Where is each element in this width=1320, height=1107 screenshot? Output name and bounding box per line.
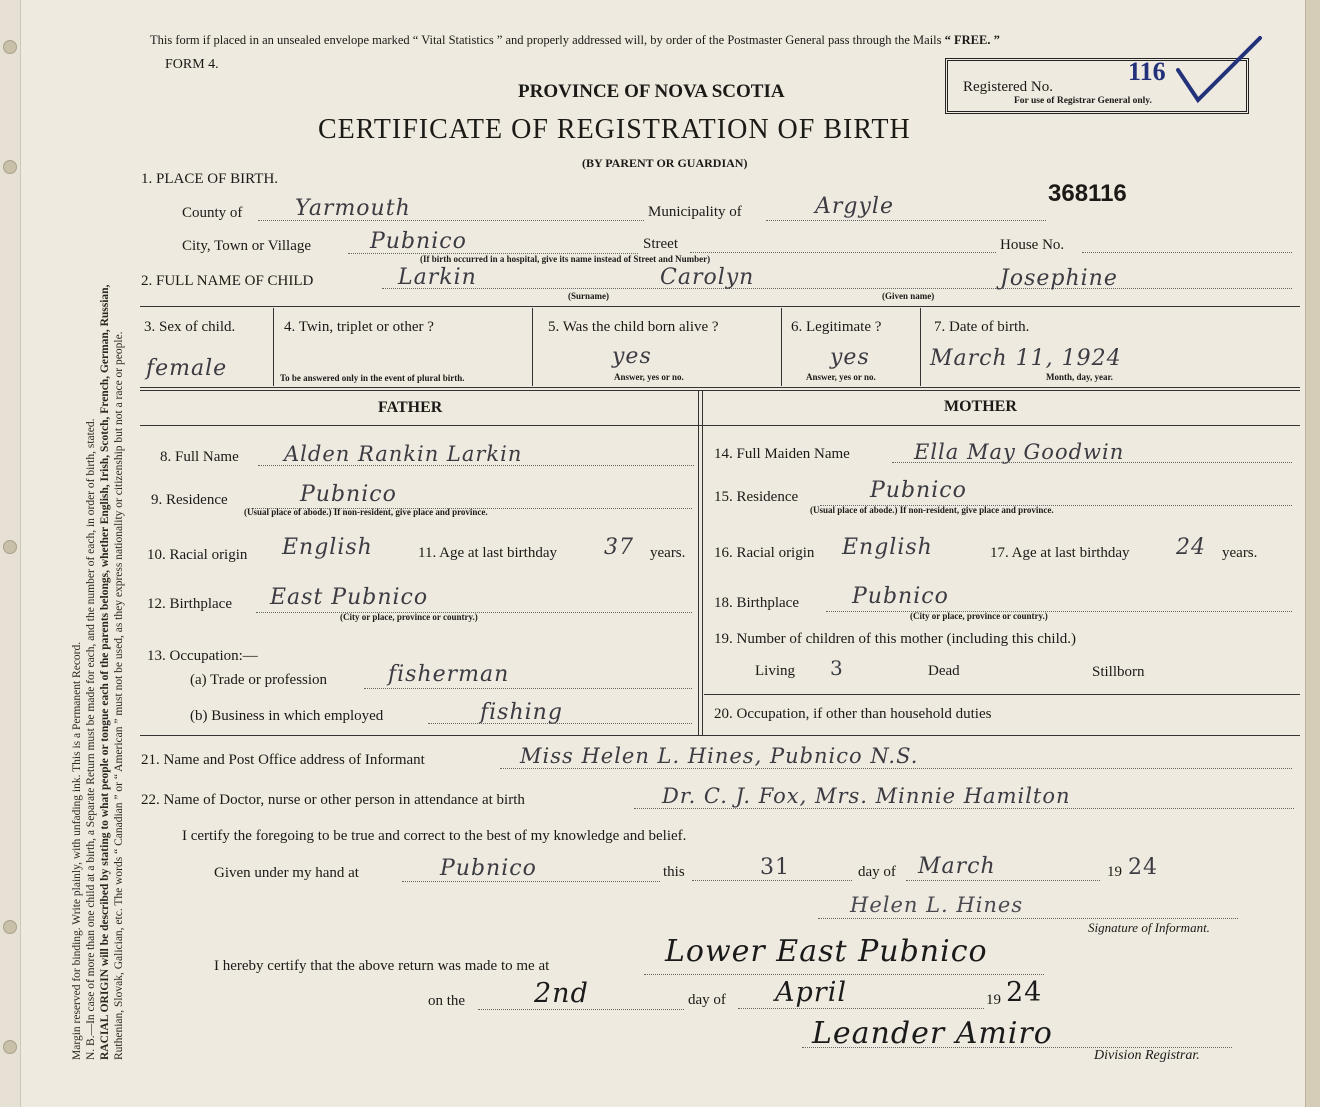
registrar-place-value: Lower East Pubnico <box>665 934 988 969</box>
punch-hole <box>3 160 17 174</box>
given-place-line <box>402 881 660 882</box>
province-heading: PROVINCE OF NOVA SCOTIA <box>518 81 785 102</box>
page-title: CERTIFICATE OF REGISTRATION OF BIRTH <box>318 114 911 145</box>
registrar-month-value: April <box>775 977 847 1008</box>
father-heading: FATHER <box>378 399 443 416</box>
given-place-value: Pubnico <box>440 856 537 881</box>
certificate-number: 368116 <box>1048 180 1127 207</box>
mother-name-label: 14. Full Maiden Name <box>714 446 850 462</box>
registrar-day-value: 2nd <box>534 978 589 1009</box>
father-birthplace-note: (City or place, province or country.) <box>340 612 478 622</box>
divider <box>140 425 1300 426</box>
father-occupation-label: 13. Occupation:— <box>147 648 258 664</box>
punch-hole <box>3 40 17 54</box>
alive-note: Answer, yes or no. <box>614 372 684 382</box>
month-line <box>906 880 1100 881</box>
registrar-signature: Leander Amiro <box>812 1016 1053 1051</box>
registrar-year-value: 24 <box>1006 977 1043 1008</box>
municipality-line <box>766 220 1046 221</box>
margin-notes <box>70 20 126 1060</box>
child-name-line <box>382 288 1292 289</box>
hospital-note: (If birth occurred in a hospital, give its name instead of Street and Number) <box>420 254 711 264</box>
municipality-value: Argyle <box>815 194 894 219</box>
page-subtitle: (BY PARENT OR GUARDIAN) <box>582 156 748 170</box>
doctor-value: Dr. C. J. Fox, Mrs. Minnie Hamilton <box>662 784 1071 808</box>
given-year-value: 24 <box>1128 855 1158 880</box>
mail-notice: This form if placed in an unsealed envelope marked “ Vital Statistics ” and properly addressed will, by order of the Postmaster General pass through the Mails “ FREE. ” <box>150 33 1000 47</box>
given-day-value: 31 <box>760 855 790 880</box>
signature-line <box>818 918 1238 919</box>
municipality-label: Municipality of <box>648 204 742 220</box>
alive-value: yes <box>612 344 652 369</box>
mother-birthplace-value: Pubnico <box>852 584 949 609</box>
registrar-day-of-label: day of <box>688 992 726 1008</box>
mother-name-value: Ella May Goodwin <box>914 440 1125 464</box>
father-residence-label: 9. Residence <box>151 492 228 508</box>
father-trade-value: fisherman <box>388 662 510 687</box>
divider <box>140 390 1300 391</box>
check-mark-icon <box>1170 32 1270 112</box>
street-label: Street <box>643 236 678 252</box>
binding-strip <box>0 0 21 1107</box>
child-middle-name: Carolyn <box>660 265 755 290</box>
sex-label: 3. Sex of child. <box>144 319 236 335</box>
legitimate-label: 6. Legitimate ? <box>791 319 882 335</box>
father-birthplace-value: East Pubnico <box>270 585 429 610</box>
registrar-year-prefix: 19 <box>986 992 1001 1008</box>
margin-note-1: Margin reserved for binding. Write plainly, with unfading ink. This is a Permanent Record. <box>71 641 83 1060</box>
form-number: FORM 4. <box>165 57 219 72</box>
child-given-name: Josephine <box>1000 266 1118 291</box>
living-value: 3 <box>830 656 844 680</box>
father-birthplace-label: 12. Birthplace <box>147 596 232 612</box>
mother-residence-value: Pubnico <box>870 478 967 503</box>
registered-note: For use of Registrar General only. <box>1014 96 1152 106</box>
mother-age-value: 24 <box>1176 535 1206 560</box>
registrar-title: Division Registrar. <box>1094 1048 1200 1063</box>
father-name-label: 8. Full Name <box>160 449 239 465</box>
mother-age-unit: years. <box>1222 545 1258 561</box>
doctor-line <box>634 808 1294 809</box>
house-line <box>1082 252 1292 253</box>
mother-race-value: English <box>842 535 933 560</box>
punch-hole <box>3 920 17 934</box>
registrar-place-line <box>644 974 1044 975</box>
punch-hole <box>3 540 17 554</box>
divider <box>140 387 1300 388</box>
mother-children-label: 19. Number of children of this mother (including this child.) <box>714 631 1077 647</box>
mother-occupation-label: 20. Occupation, if other than household duties <box>714 706 992 722</box>
informant-value: Miss Helen L. Hines, Pubnico N.S. <box>520 744 919 768</box>
mother-heading: MOTHER <box>944 398 1017 415</box>
county-value: Yarmouth <box>295 196 411 221</box>
informant-label: 21. Name and Post Office address of Informant <box>141 752 425 768</box>
margin-note-3: RACIAL ORIGIN will be described by stating to what people or tongue each of the parents belongs, whether English, Irish, Scotch, French, German, Russian, <box>99 284 111 1060</box>
registered-value: 116 <box>1128 57 1166 86</box>
father-race-value: English <box>282 535 373 560</box>
doctor-label: 22. Name of Doctor, nurse or other person in attendance at birth <box>141 792 525 808</box>
mother-birthplace-note: (City or place, province or country.) <box>910 611 1048 621</box>
child-name-label: 2. FULL NAME OF CHILD <box>141 273 314 289</box>
center-divider <box>702 390 703 735</box>
place-of-birth-label: 1. PLACE OF BIRTH. <box>141 171 279 187</box>
divider <box>140 306 1300 307</box>
signature-label: Signature of Informant. <box>1088 920 1210 935</box>
father-age-unit: years. <box>650 545 686 561</box>
street-line <box>690 252 996 253</box>
father-business-value: fishing <box>480 700 563 725</box>
dob-label: 7. Date of birth. <box>934 319 1030 335</box>
stillborn-label: Stillborn <box>1092 664 1145 680</box>
divider <box>781 308 782 386</box>
registrar-day-line <box>478 1009 684 1010</box>
father-residence-value: Pubnico <box>300 482 397 507</box>
father-trade-label: (a) Trade or profession <box>190 672 328 688</box>
surname-note: (Surname) <box>568 291 609 301</box>
mother-birthplace-label: 18. Birthplace <box>714 595 799 611</box>
dead-label: Dead <box>928 663 960 679</box>
divider <box>532 308 533 386</box>
mother-birthplace-line <box>826 611 1292 612</box>
house-label: House No. <box>1000 237 1065 253</box>
certify-text: I certify the foregoing to be true and correct to the best of my knowledge and belief. <box>182 828 687 844</box>
father-age-value: 37 <box>604 535 634 560</box>
informant-signature: Helen L. Hines <box>850 893 1024 917</box>
living-label: Living <box>755 663 795 679</box>
center-divider <box>698 390 699 735</box>
divider <box>273 308 274 386</box>
divider <box>704 694 1300 695</box>
registrar-month-line <box>738 1008 984 1009</box>
twin-note: To be answered only in the event of plural birth. <box>280 373 465 383</box>
day-of-label: day of <box>858 864 896 880</box>
father-business-label: (b) Business in which employed <box>190 708 384 724</box>
child-surname: Larkin <box>398 265 477 290</box>
city-label: City, Town or Village <box>182 238 312 254</box>
legitimate-value: yes <box>830 345 870 370</box>
registered-label: Registered No. <box>963 79 1053 95</box>
margin-note-2: N. B.—In case of more than one child at a birth, a Separate Return must be made for each, and the number of each, in order of birth, stated. <box>85 418 97 1060</box>
father-name-value: Alden Rankin Larkin <box>284 442 523 466</box>
divider <box>140 735 1300 736</box>
dob-note: Month, day, year. <box>1046 372 1113 382</box>
city-value: Pubnico <box>370 229 467 254</box>
dob-value: March 11, 1924 <box>930 346 1122 371</box>
page-edge <box>1305 0 1320 1107</box>
father-race-label: 10. Racial origin <box>147 547 248 563</box>
given-label: Given under my hand at <box>214 865 359 881</box>
on-the-label: on the <box>428 993 466 1009</box>
twin-label: 4. Twin, triplet or other ? <box>284 319 434 335</box>
divider <box>920 308 921 386</box>
father-trade-line <box>364 688 692 689</box>
mother-age-label: 17. Age at last birthday <box>990 545 1130 561</box>
registrar-certify-label: I hereby certify that the above return was made to me at <box>214 958 550 974</box>
mother-race-label: 16. Racial origin <box>714 545 815 561</box>
county-label: County of <box>182 205 243 221</box>
legitimate-note: Answer, yes or no. <box>806 372 876 382</box>
father-residence-note: (Usual place of abode.) If non-resident, give place and province. <box>244 507 488 517</box>
given-month-value: March <box>918 854 996 879</box>
informant-line <box>500 768 1292 769</box>
given-name-note: (Given name) <box>882 291 935 301</box>
day-line <box>692 880 852 881</box>
mother-residence-note: (Usual place of abode.) If non-resident, give place and province. <box>810 505 1054 515</box>
margin-note-4: Ruthenian, Slovak, Galician, etc. The words “ Canadian ” or “ American ” must not be used, as they express nationality or citizenship but not a race or people. <box>113 331 125 1060</box>
punch-hole <box>3 1040 17 1054</box>
alive-label: 5. Was the child born alive ? <box>548 319 719 335</box>
this-label: this <box>663 864 685 880</box>
father-age-label: 11. Age at last birthday <box>418 545 557 561</box>
year-prefix: 19 <box>1107 864 1122 880</box>
sex-value: female <box>146 356 228 381</box>
mother-residence-label: 15. Residence <box>714 489 799 505</box>
